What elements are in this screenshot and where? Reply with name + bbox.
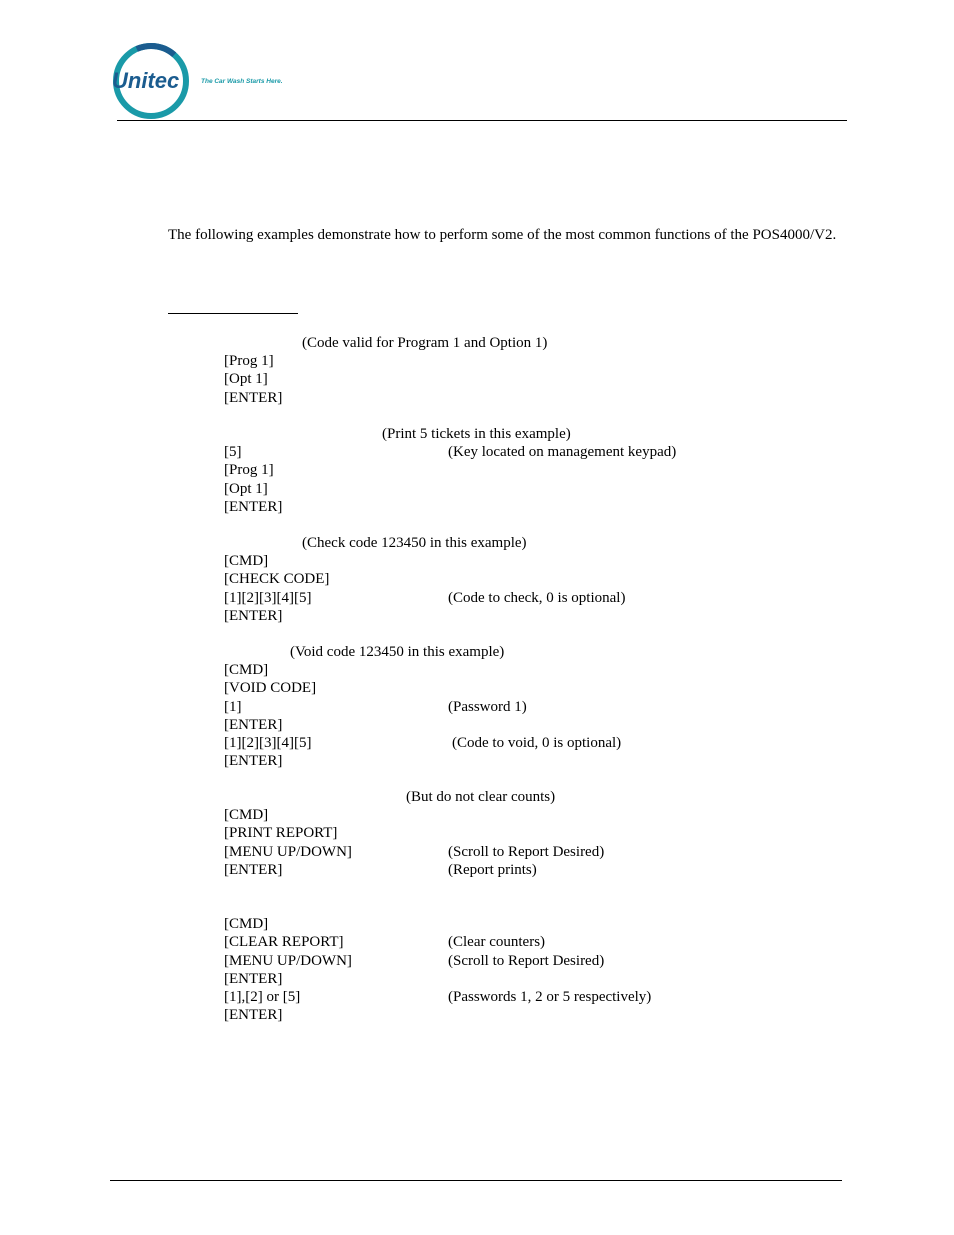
step-key: [5] bbox=[224, 444, 242, 461]
step-description: (Scroll to Report Desired) bbox=[448, 843, 605, 860]
step-key: [1][2][3][4][5] bbox=[224, 735, 312, 751]
step-key: [CHECK CODE] bbox=[224, 571, 330, 588]
unitec-logo bbox=[110, 42, 310, 120]
example-note: (Check code 123450 in this example) bbox=[302, 535, 527, 551]
step-key: [Opt 1] bbox=[224, 371, 268, 388]
step-description: (Key located on management keypad) bbox=[448, 444, 677, 461]
step-key: [VOID CODE] bbox=[224, 680, 317, 697]
step-key: [Opt 1] bbox=[224, 480, 268, 497]
step-key: [PRINT REPORT] bbox=[224, 825, 338, 842]
step-key: [MENU UP/DOWN] bbox=[224, 843, 352, 860]
step-key: [ENTER] bbox=[224, 1007, 283, 1024]
step-description: (Code to void, 0 is optional) bbox=[452, 735, 622, 751]
step-key: [ENTER] bbox=[224, 716, 283, 733]
logo-tagline: The Car Wash Starts Here. bbox=[201, 78, 283, 85]
step-key: [ENTER] bbox=[224, 753, 283, 770]
header-rule bbox=[117, 120, 847, 121]
step-key: [1][2][3][4][5] bbox=[224, 589, 312, 606]
section-heading-underline bbox=[168, 313, 298, 314]
step-key: [ENTER] bbox=[224, 861, 283, 878]
example-note: (Void code 123450 in this example) bbox=[290, 644, 505, 660]
example-note: (Code valid for Program 1 and Option 1) bbox=[302, 335, 548, 351]
step-key: [CMD] bbox=[224, 807, 269, 824]
example-note: (Print 5 tickets in this example) bbox=[382, 426, 571, 442]
step-key: [1],[2] or [5] bbox=[224, 989, 301, 1005]
step-key: [CMD] bbox=[224, 662, 269, 679]
footer-rule bbox=[110, 1180, 842, 1181]
step-key: [CMD] bbox=[224, 553, 269, 570]
step-key: [CMD] bbox=[224, 916, 269, 933]
step-description: (Scroll to Report Desired) bbox=[448, 952, 605, 969]
step-key: [ENTER] bbox=[224, 970, 283, 987]
step-description: (Report prints) bbox=[448, 861, 537, 878]
step-key: [ENTER] bbox=[224, 498, 283, 515]
step-description: (Code to check, 0 is optional) bbox=[448, 589, 626, 606]
intro-paragraph: The following examples demonstrate how to perform some of the most common functions of the POS4000/V2. bbox=[168, 227, 837, 243]
step-key: [ENTER] bbox=[224, 389, 283, 406]
step-key: [CLEAR REPORT] bbox=[224, 934, 344, 951]
step-description: (Password 1) bbox=[448, 698, 527, 715]
step-description: (Passwords 1, 2 or 5 respectively) bbox=[448, 989, 652, 1005]
step-key: [Prog 1] bbox=[224, 353, 274, 370]
step-key: [1] bbox=[224, 698, 242, 715]
example-note: (But do not clear counts) bbox=[406, 789, 556, 805]
step-key: [MENU UP/DOWN] bbox=[224, 952, 352, 969]
step-key: [ENTER] bbox=[224, 607, 283, 624]
step-key: [Prog 1] bbox=[224, 462, 274, 479]
logo-wordmark: Unitec bbox=[112, 68, 180, 93]
step-description: (Clear counters) bbox=[448, 934, 546, 951]
